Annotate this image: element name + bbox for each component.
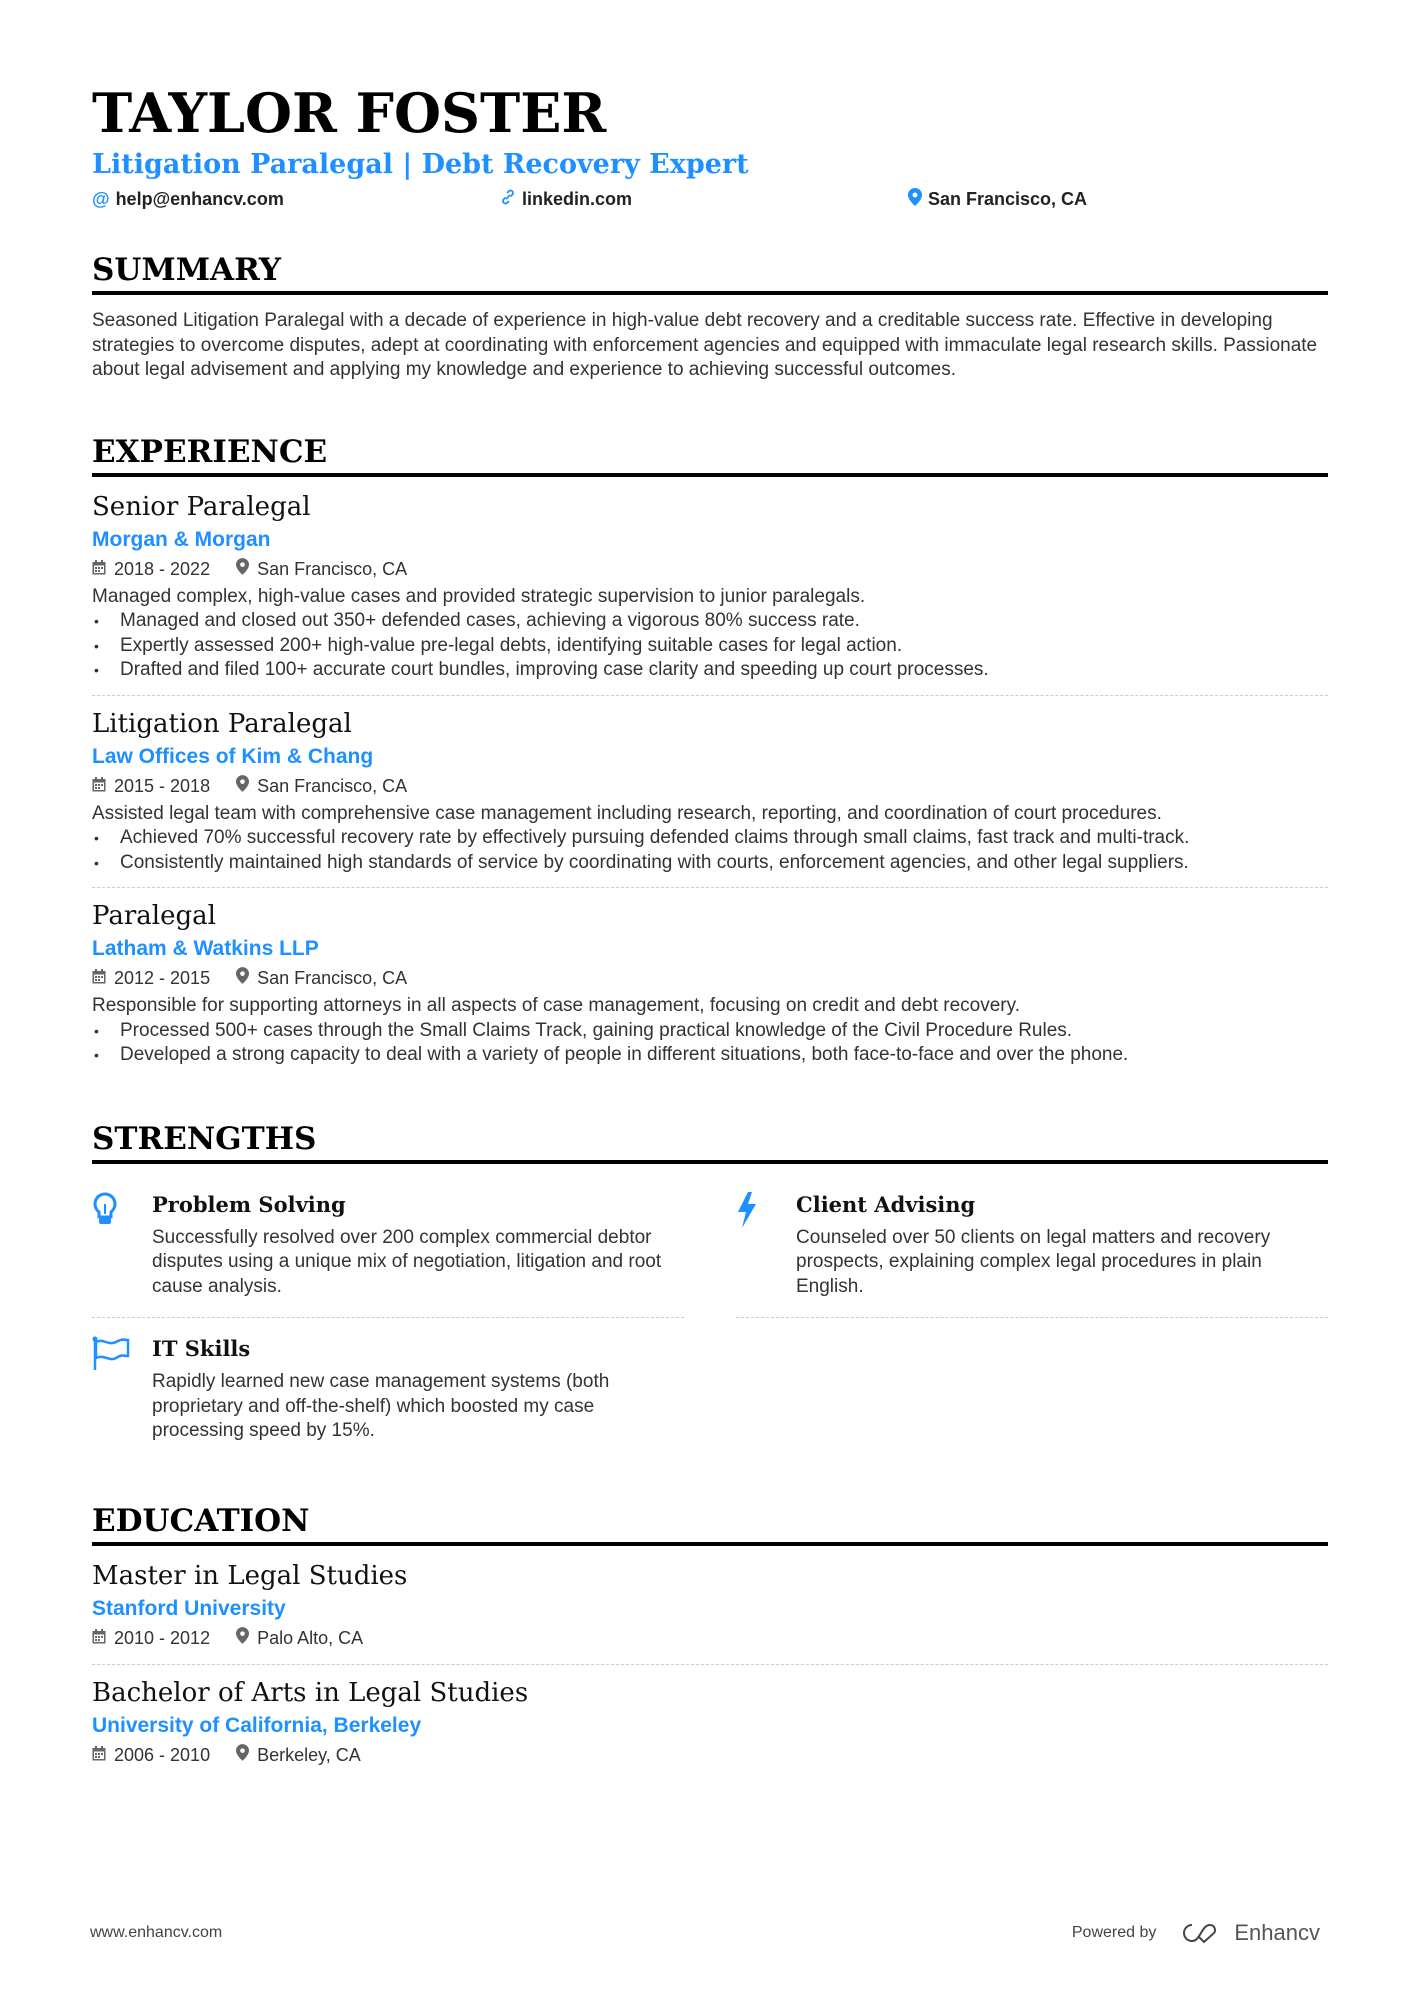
dates: 2015 - 2018 bbox=[114, 775, 211, 796]
contact-info bbox=[92, 188, 1328, 211]
section-heading: SUMMARY bbox=[92, 251, 1328, 295]
strength-text: Successfully resolved over 200 complex commercial debtor disputes using a unique mix of negotiation, litigation and root cause analysis. bbox=[152, 1226, 662, 1297]
job-entry bbox=[92, 888, 1328, 1080]
location: Palo Alto, CA bbox=[257, 1627, 364, 1648]
meta-row bbox=[92, 1624, 1328, 1652]
education-entry bbox=[92, 1546, 1328, 1665]
degree: Bachelor of Arts in Legal Studies bbox=[92, 1677, 529, 1708]
strengths-section bbox=[92, 1120, 1328, 1462]
strength-title: Problem Solving bbox=[152, 1191, 346, 1217]
strength-text: Rapidly learned new case management systems (both proprietary and off-the-shelf) which boosted my case processing speed by 15%. bbox=[152, 1371, 610, 1441]
job-entry bbox=[92, 696, 1328, 889]
section-heading: STRENGTHS bbox=[92, 1120, 1328, 1164]
lightbulb-icon bbox=[92, 1190, 134, 1300]
degree: Master in Legal Studies bbox=[92, 1560, 408, 1591]
bullet-item: • Drafted and filed 100+ accurate court bundles, improving case clarity and speeding up court processes. bbox=[92, 658, 1328, 683]
summary-text: Seasoned Litigation Paralegal with a decade of experience in high-value debt recovery and a creditable success rate. Effective in developing strategies to overcome disputes, adept at coordinating with enforcement agencies and equipped with immaculate legal research skills. Passionate about legal advisement and applying my knowledge and experience to achieving successful outcomes. bbox=[92, 310, 1318, 380]
job-description: Responsible for supporting attorneys in all aspects of case management, focusing on credit and debt recovery. bbox=[92, 995, 1021, 1016]
location-pin-icon bbox=[236, 1624, 249, 1652]
candidate-name: TAYLOR FOSTER bbox=[92, 81, 607, 145]
meta-row bbox=[92, 555, 1328, 583]
strength-title: Client Advising bbox=[796, 1191, 976, 1217]
powered-by-label: Powered by bbox=[1071, 1924, 1157, 1941]
school-name[interactable]: Stanford University bbox=[92, 1596, 286, 1620]
company-name[interactable]: Morgan & Morgan bbox=[92, 527, 271, 551]
enhancv-logo-icon bbox=[1178, 1921, 1224, 1945]
bullet-item: • Managed and closed out 350+ defended cases, achieving a vigorous 80% success rate. bbox=[92, 609, 1328, 634]
location-pin-icon bbox=[236, 964, 249, 992]
calendar-icon bbox=[92, 772, 106, 800]
job-title: Litigation Paralegal bbox=[92, 708, 352, 739]
dates: 2010 - 2012 bbox=[114, 1627, 211, 1648]
company-name[interactable]: Latham & Watkins LLP bbox=[92, 937, 319, 960]
dates: 2006 - 2010 bbox=[114, 1744, 211, 1765]
strength-item bbox=[736, 1174, 1328, 1319]
experience-section bbox=[92, 433, 1328, 1080]
job-description: Assisted legal team with comprehensive case management including research, reporting, and coordination of court procedures. bbox=[92, 802, 1162, 824]
at-icon: @ bbox=[92, 189, 110, 209]
location-pin-icon bbox=[236, 772, 249, 800]
location: San Francisco, CA bbox=[257, 968, 408, 988]
footer-website[interactable]: www.enhancv.com bbox=[90, 1924, 223, 1941]
calendar-icon bbox=[92, 964, 106, 992]
contact-email[interactable] bbox=[92, 188, 500, 211]
meta-row bbox=[92, 964, 1328, 992]
candidate-title: Litigation Paralegal | Debt Recovery Expert bbox=[92, 149, 749, 180]
meta-row bbox=[92, 1741, 1328, 1769]
bullet-item: • Expertly assessed 200+ high-value pre-legal debts, identifying suitable cases for legal action. bbox=[92, 634, 1328, 659]
bullet-list bbox=[92, 826, 1328, 875]
meta-row bbox=[92, 772, 1328, 800]
contact-link[interactable] bbox=[500, 188, 908, 211]
company-name[interactable]: Law Offices of Kim & Chang bbox=[92, 744, 374, 768]
section-heading: EXPERIENCE bbox=[92, 433, 1328, 477]
strength-item bbox=[92, 1174, 684, 1319]
dates: 2018 - 2022 bbox=[114, 558, 211, 579]
dates: 2012 - 2015 bbox=[114, 968, 211, 988]
location: San Francisco, CA bbox=[257, 558, 408, 579]
job-description: Managed complex, high-value cases and provided strategic supervision to junior paralegals. bbox=[92, 585, 866, 607]
bullet-item: • Consistently maintained high standards of service by coordinating with courts, enforcement agencies, and other legal suppliers. bbox=[92, 851, 1328, 876]
location-pin-icon bbox=[236, 555, 249, 583]
job-entry bbox=[92, 477, 1328, 696]
education-entry bbox=[92, 1665, 1328, 1781]
bullet-item: • Developed a strong capacity to deal with a variety of people in different situations, both face-to-face and over the phone. bbox=[92, 1043, 1328, 1068]
calendar-icon bbox=[92, 555, 106, 583]
strength-text: Counseled over 50 clients on legal matters and recovery prospects, explaining complex legal procedures in plain English. bbox=[796, 1226, 1271, 1297]
location-pin-icon bbox=[908, 188, 922, 211]
flag-icon bbox=[92, 1334, 134, 1444]
bullet-item: • Achieved 70% successful recovery rate by effectively pursuing defended claims through small claims, fast track and multi-track. bbox=[92, 826, 1328, 851]
bullet-list bbox=[92, 609, 1328, 683]
section-heading: EDUCATION bbox=[92, 1502, 1328, 1546]
link-text: linkedin.com bbox=[522, 189, 633, 209]
calendar-icon bbox=[92, 1741, 106, 1769]
strength-title: IT Skills bbox=[152, 1336, 251, 1361]
job-title: Paralegal bbox=[92, 901, 216, 931]
location-text: San Francisco, CA bbox=[928, 189, 1088, 209]
contact-location bbox=[908, 188, 1087, 211]
lightning-icon bbox=[736, 1190, 778, 1300]
link-icon bbox=[500, 189, 516, 210]
location: San Francisco, CA bbox=[257, 775, 408, 796]
calendar-icon bbox=[92, 1624, 106, 1652]
footer bbox=[90, 1920, 1320, 1946]
email-text: help@enhancv.com bbox=[115, 189, 284, 209]
location: Berkeley, CA bbox=[257, 1744, 361, 1765]
bullet-list bbox=[92, 1019, 1328, 1068]
bullet-item: • Processed 500+ cases through the Small Claims Track, gaining practical knowledge of the Civil Procedure Rules. bbox=[92, 1019, 1328, 1044]
job-title: Senior Paralegal bbox=[92, 491, 311, 522]
brand-name: Enhancv bbox=[1234, 1920, 1320, 1945]
school-name[interactable]: University of California, Berkeley bbox=[92, 1713, 422, 1737]
location-pin-icon bbox=[236, 1741, 249, 1769]
education-section bbox=[92, 1502, 1328, 1781]
enhancv-logo[interactable] bbox=[1178, 1920, 1320, 1946]
summary-section bbox=[92, 251, 1328, 383]
strength-item bbox=[92, 1318, 684, 1462]
